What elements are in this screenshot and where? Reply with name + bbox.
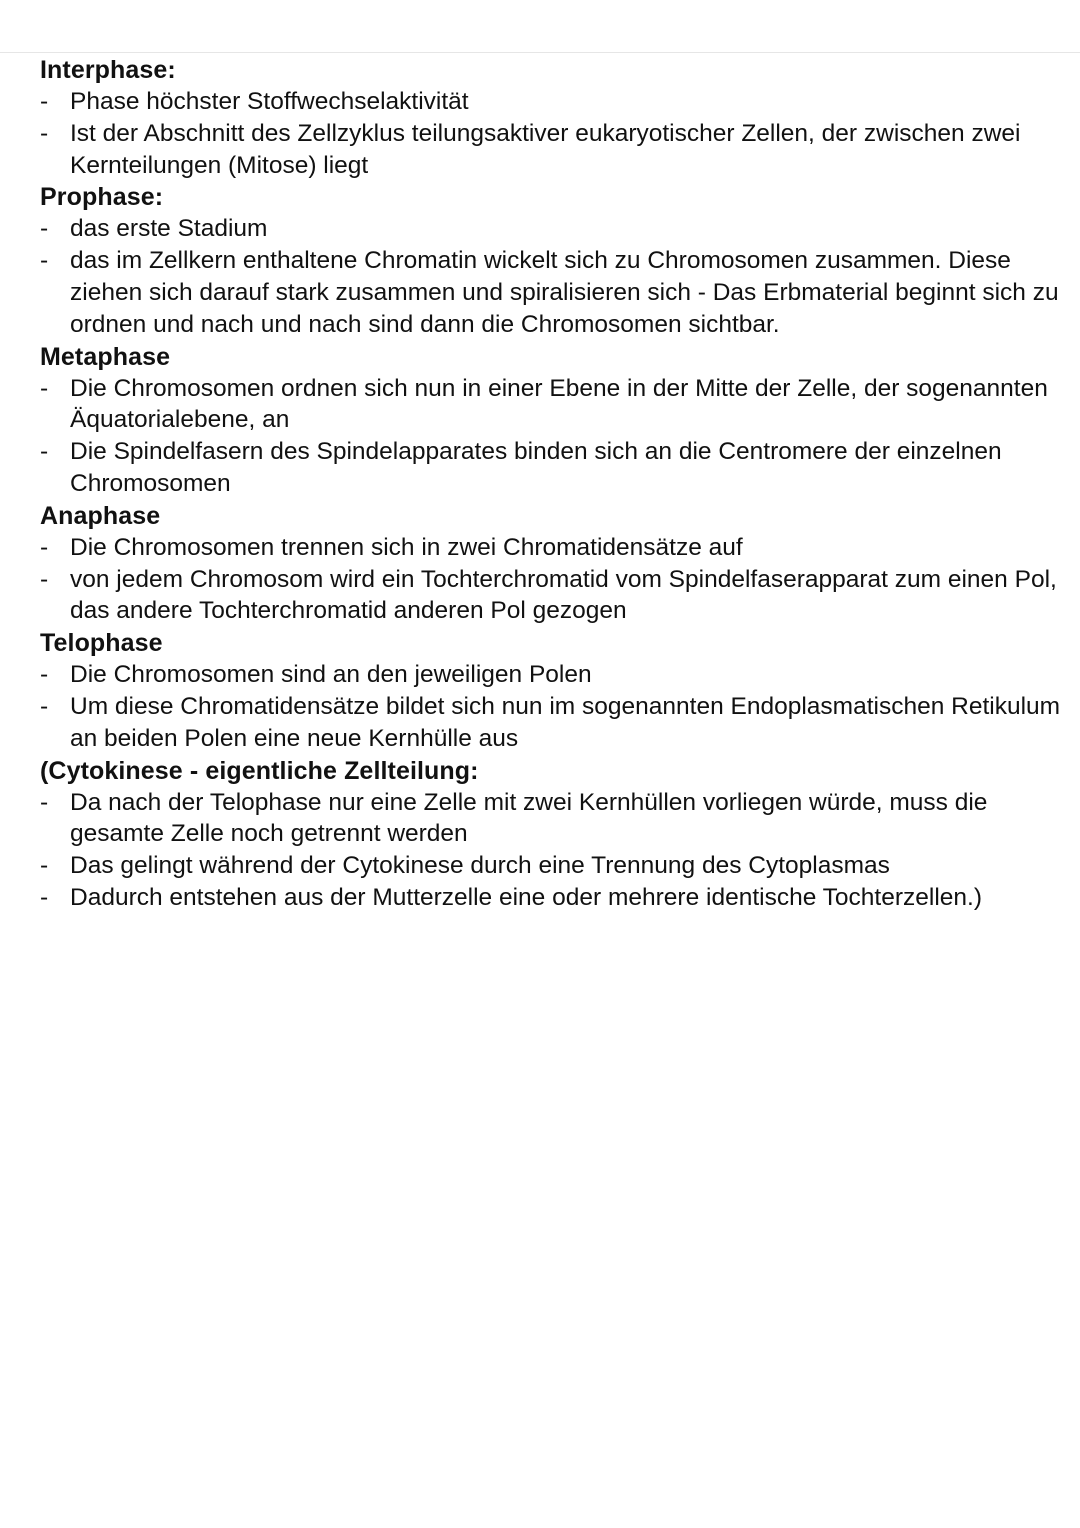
bullet-dash: - bbox=[40, 88, 49, 115]
bullet-item bbox=[40, 532, 1070, 564]
section-heading: Metaphase bbox=[40, 342, 171, 371]
bullet-item bbox=[40, 213, 1070, 245]
bullet-item bbox=[40, 850, 1070, 882]
bullet-list bbox=[40, 787, 1070, 914]
bullet-dash: - bbox=[40, 247, 49, 275]
bullet-dash: - bbox=[40, 788, 49, 816]
section-heading: Telophase bbox=[40, 629, 163, 658]
bullet-text: Das gelingt während der Cytokinese durch eine Trennung des Cytoplasmas bbox=[70, 852, 890, 880]
bullet-dash: - bbox=[40, 883, 49, 911]
bullet-dash: - bbox=[40, 533, 49, 561]
bullet-text: Die Chromosomen trennen sich in zwei Chromatidensätze auf bbox=[70, 533, 743, 561]
bullet-dash: - bbox=[40, 661, 49, 689]
bullet-dash: - bbox=[40, 215, 49, 243]
bullet-dash: - bbox=[40, 438, 49, 466]
bullet-dash: - bbox=[40, 692, 49, 720]
section-cytokinese bbox=[40, 755, 1070, 914]
section-heading: Anaphase bbox=[40, 501, 161, 530]
bullet-item bbox=[40, 86, 1070, 118]
bullet-text: Die Spindelfasern des Spindelapparates binden sich an die Centromere der einzelnen Chromosomen bbox=[70, 438, 1002, 497]
bullet-text: von jedem Chromosom wird ein Tochterchromatid vom Spindelfaserapparat zum einen Pol, das andere Tochterchromatid anderen Pol gezogen bbox=[70, 565, 1057, 625]
bullet-text: Die Chromosomen ordnen sich nun in einer Ebene in der Mitte der Zelle, der sogenannten Äquatorialebene, an bbox=[70, 374, 1048, 434]
bullet-dash: - bbox=[40, 852, 49, 880]
bullet-dash: - bbox=[40, 565, 49, 593]
bullet-text: Da nach der Telophase nur eine Zelle mit zwei Kernhüllen vorliegen würde, muss die gesamte Zelle noch getrennt werden bbox=[70, 788, 988, 848]
bullet-item bbox=[40, 564, 1070, 628]
bullet-list bbox=[40, 86, 1070, 181]
section-heading: (Cytokinese - eigentliche Zellteilung: bbox=[40, 756, 479, 785]
section-anaphase bbox=[40, 500, 1070, 627]
section-telophase bbox=[40, 627, 1070, 754]
bullet-dash: - bbox=[40, 374, 49, 402]
bullet-list bbox=[40, 532, 1070, 627]
bullet-text: Phase höchster Stoffwechselaktivität bbox=[70, 88, 469, 115]
document-body bbox=[40, 54, 1070, 914]
section-heading: Prophase: bbox=[40, 183, 164, 212]
bullet-item bbox=[40, 659, 1070, 691]
bullet-text: Um diese Chromatidensätze bildet sich nun im sogenannten Endoplasmatischen Retikulum an beiden Polen eine neue Kernhülle aus bbox=[70, 692, 1061, 752]
bullet-item bbox=[40, 787, 1070, 851]
bullet-text: Dadurch entstehen aus der Mutterzelle eine oder mehrere identische Tochterzellen.) bbox=[70, 883, 983, 911]
bullet-item bbox=[40, 691, 1070, 755]
bullet-item bbox=[40, 118, 1070, 182]
bullet-text: Die Chromosomen sind an den jeweiligen Polen bbox=[70, 661, 592, 689]
bullet-item bbox=[40, 436, 1070, 500]
bullet-dash: - bbox=[40, 119, 49, 147]
section-prophase bbox=[40, 181, 1070, 340]
section-heading: Interphase: bbox=[40, 56, 176, 84]
bullet-list bbox=[40, 659, 1070, 754]
bullet-item bbox=[40, 882, 1070, 914]
bullet-list bbox=[40, 373, 1070, 500]
bullet-item bbox=[40, 373, 1070, 437]
bullet-text: das erste Stadium bbox=[70, 215, 268, 243]
section-interphase bbox=[40, 54, 1070, 181]
bullet-text: Ist der Abschnitt des Zellzyklus teilungsaktiver eukaryotischer Zellen, der zwischen zwei Kernteilungen (Mitose) liegt bbox=[70, 119, 1021, 179]
bullet-item bbox=[40, 245, 1070, 340]
bullet-list bbox=[40, 213, 1070, 340]
top-divider bbox=[0, 52, 1080, 53]
section-metaphase bbox=[40, 341, 1070, 500]
bullet-text: das im Zellkern enthaltene Chromatin wickelt sich zu Chromosomen zusammen. Diese ziehen sich darauf stark zusammen und spiralisieren sich - Das Erbmaterial beginnt sich zu ordnen und nach und nach sind dann die Chromosomen sichtbar. bbox=[70, 247, 1059, 338]
